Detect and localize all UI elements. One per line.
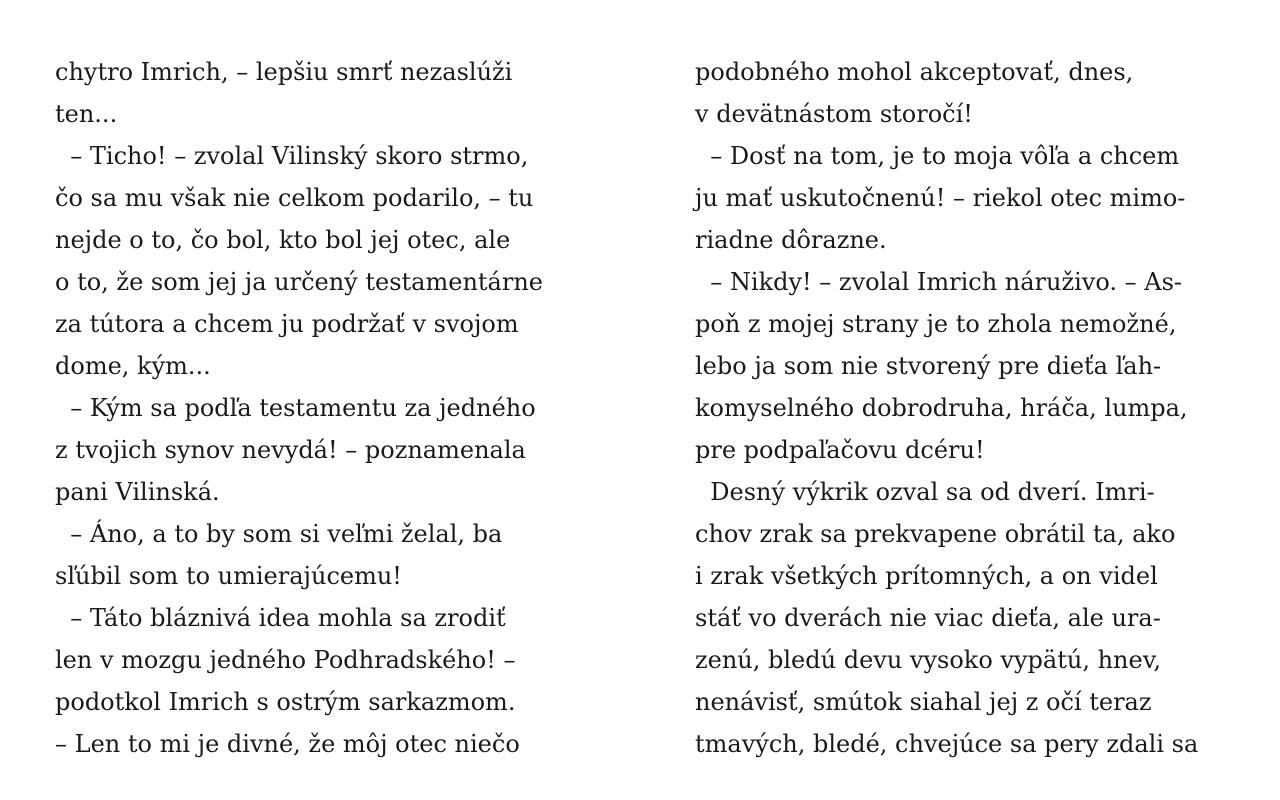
text-line: ten... [55,100,118,128]
text-line: podobného mohol akceptovať, dnes, [695,58,1134,86]
left-text-column [55,51,615,765]
text-line: i zrak všetkých prítomných, a on videl [695,562,1158,590]
text-line: lebo ja som nie stvorený pre dieťa ľah- [695,352,1162,380]
text-line: tmavých, bledé, chvejúce sa pery zdali sa [695,730,1199,758]
text-line: podotkol Imrich s ostrým sarkazmom. [55,688,516,716]
text-line: stáť vo dverách nie viac dieťa, ale ura- [695,604,1161,632]
text-line: – Kým sa podľa testamentu za jedného [55,394,536,422]
text-line: poň z mojej strany je to zhola nemožné, [695,310,1177,338]
text-line: – Nikdy! – zvolal Imrich náruživo. – As- [695,268,1183,296]
text-line: nejde o to, čo bol, kto bol jej otec, ale [55,226,511,254]
text-line: – Ticho! – zvolal Vilinský skoro strmo, [55,142,529,170]
text-line: dome, kým... [55,352,211,380]
text-line: chov zrak sa prekvapene obrátil ta, ako [695,520,1176,548]
text-line: z tvojich synov nevydá! – poznamenala [55,436,526,464]
right-text-column [695,51,1255,765]
text-line: nenávisť, smútok siahal jej z očí teraz [695,688,1152,716]
text-line: o to, že som jej ja určený testamentárne [55,268,543,296]
text-line: pani Vilinská. [55,478,220,506]
text-line: – Áno, a to by som si veľmi želal, ba [55,520,503,548]
text-line: čo sa mu však nie celkom podarilo, – tu [55,184,534,212]
text-line: len v mozgu jedného Podhradského! – [55,646,516,674]
text-line: – Dosť na tom, je to moja vôľa a chcem [695,142,1180,170]
text-line: za tútora a chcem ju podržať v svojom [55,310,519,338]
text-line: riadne dôrazne. [695,226,887,254]
text-line: pre podpaľačovu dcéru! [695,436,985,464]
text-line: komyselného dobrodruha, hráča, lumpa, [695,394,1188,422]
text-line: sľúbil som to umierajúcemu! [55,562,402,590]
text-line: – Táto bláznivá idea mohla sa zrodiť [55,604,506,632]
text-line: Desný výkrik ozval sa od dverí. Imri- [695,478,1155,506]
text-line: – Len to mi je divné, že môj otec niečo [55,730,520,758]
text-line: chytro Imrich, – lepšiu smrť nezaslúži [55,58,513,86]
text-line: zenú, bledú devu vysoko vypätú, hnev, [695,646,1162,674]
text-line: ju mať uskutočnenú! – riekol otec mimo- [695,184,1186,212]
text-line: v devätnástom storočí! [695,100,973,128]
